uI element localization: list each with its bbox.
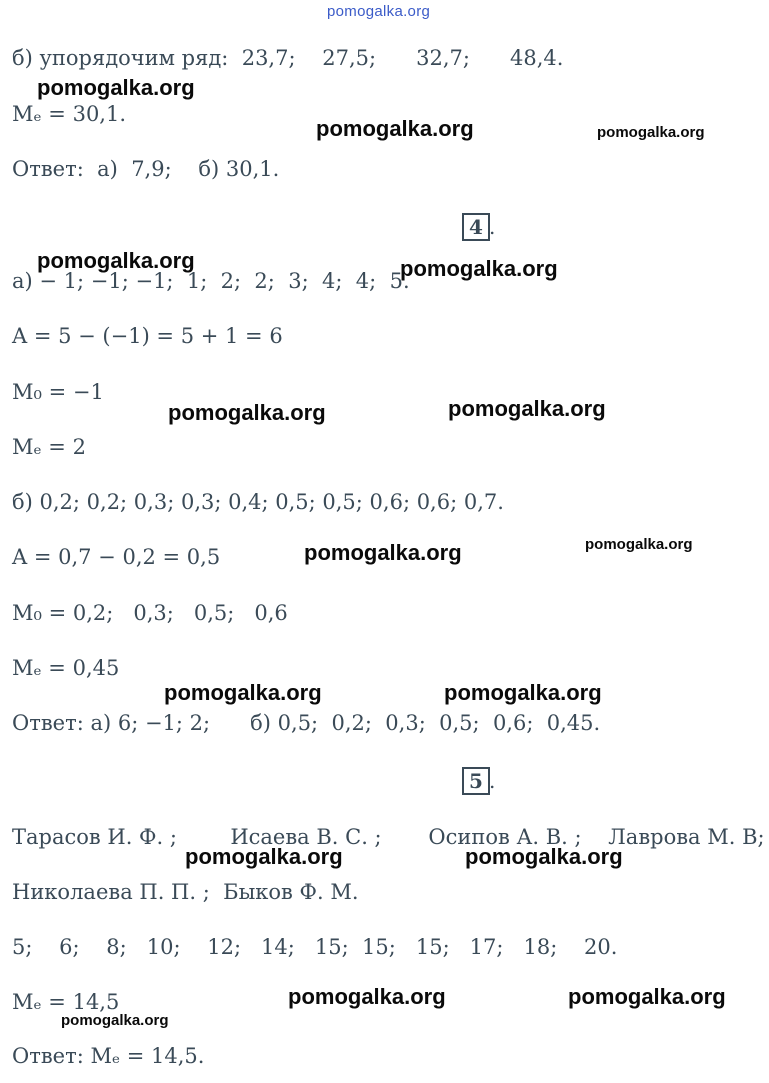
values-line: 5; 6; 8; 10; 12; 14; 15; 15; 15; 17; 18; 20. bbox=[12, 935, 618, 959]
watermark: pomogalka.org bbox=[448, 396, 606, 421]
problem-number-4: 4 bbox=[462, 213, 490, 241]
median-line: Mₑ = 30,1. bbox=[12, 102, 127, 126]
watermark: pomogalka.org bbox=[168, 400, 326, 425]
watermark: pomogalka.org bbox=[585, 536, 693, 553]
median-a-line: Mₑ = 2 bbox=[12, 435, 86, 459]
watermark: pomogalka.org bbox=[61, 1012, 169, 1029]
ordered-series-line: б) упорядочим ряд: 23,7; 27,5; 32,7; 48,4. bbox=[12, 46, 564, 70]
median-5-line: Mₑ = 14,5 bbox=[12, 990, 120, 1014]
watermark: pomogalka.org bbox=[316, 116, 474, 141]
watermark: pomogalka.org bbox=[304, 540, 462, 565]
answer-line-5: Ответ: Mₑ = 14,5. bbox=[12, 1044, 205, 1068]
answer-line-3: Ответ: а) 7,9; б) 30,1. bbox=[12, 157, 280, 181]
problem-number-5: 5 bbox=[462, 767, 490, 795]
problem-number-dot: . bbox=[489, 215, 496, 239]
watermark: pomogalka.org bbox=[465, 844, 623, 869]
watermark: pomogalka.org bbox=[444, 680, 602, 705]
watermark: pomogalka.org bbox=[568, 984, 726, 1009]
watermark: pomogalka.org bbox=[400, 256, 558, 281]
mode-a-line: M₀ = −1 bbox=[12, 380, 104, 404]
median-b-line: Mₑ = 0,45 bbox=[12, 656, 120, 680]
header-watermark: pomogalka.org bbox=[327, 3, 431, 20]
watermark: pomogalka.org bbox=[288, 984, 446, 1009]
range-a-line: A = 5 − (−1) = 5 + 1 = 6 bbox=[12, 324, 283, 348]
watermark: pomogalka.org bbox=[597, 124, 705, 141]
watermark: pomogalka.org bbox=[185, 844, 343, 869]
answer-line-4: Ответ: а) 6; −1; 2; б) 0,5; 0,2; 0,3; 0,5; 0,6; 0,45. bbox=[12, 711, 601, 735]
names-line-1: Тарасов И. Ф. ; Исаева В. С. ; Осипов А. В. ; Лаврова М. В; bbox=[12, 825, 765, 849]
watermark: pomogalka.org bbox=[37, 75, 195, 100]
series-b-line: б) 0,2; 0,2; 0,3; 0,3; 0,4; 0,5; 0,5; 0,6; 0,6; 0,7. bbox=[12, 490, 504, 514]
range-b-line: A = 0,7 − 0,2 = 0,5 bbox=[12, 545, 221, 569]
series-a-line: а) − 1; −1; −1; 1; 2; 2; 3; 4; 4; 5. bbox=[12, 269, 410, 293]
mode-b-line: M₀ = 0,2; 0,3; 0,5; 0,6 bbox=[12, 601, 288, 625]
problem-number-dot: . bbox=[489, 769, 496, 793]
watermark: pomogalka.org bbox=[37, 248, 195, 273]
watermark: pomogalka.org bbox=[164, 680, 322, 705]
names-line-2: Николаева П. П. ; Быков Ф. М. bbox=[12, 880, 359, 904]
